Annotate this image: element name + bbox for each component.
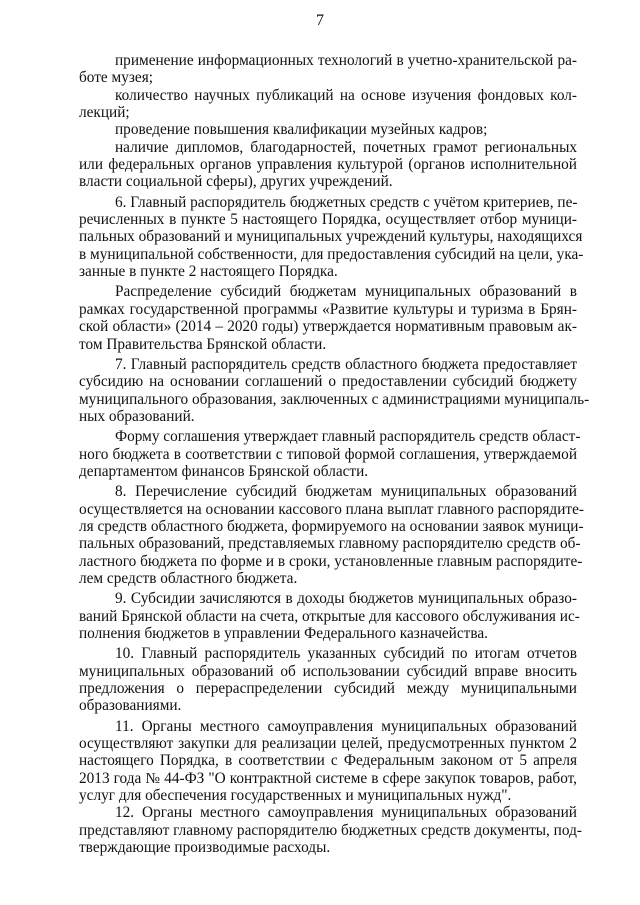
text-line: пальных образований, представляемых главному распорядителю средств об-	[79, 535, 581, 553]
paragraph	[79, 645, 577, 714]
text-line: 11. Органы местного самоуправления муниципальных образований	[115, 717, 577, 735]
text-line: образованиями.	[79, 697, 182, 715]
text-line: или федеральных органов управления культурой (органов исполнительной	[79, 156, 577, 174]
text-line: применение информационных технологий в учетно-хранительской ра-	[115, 52, 577, 69]
document-body	[79, 52, 590, 857]
text-line: Форму соглашения утверждает главный распорядитель средств област-	[115, 428, 581, 446]
paragraph	[79, 804, 582, 857]
text-line: услуг для обеспечения государственных и муниципальных нужд".	[79, 787, 512, 805]
text-line: ля средств областного бюджета, формируемого на основании заявок муници-	[79, 517, 584, 535]
text-line: ного бюджета в соответствии с типовой формой соглашения, утверждаемой	[79, 445, 577, 463]
text-line: ных образований.	[79, 407, 195, 425]
text-line: субсидию на основании соглашений о предоставлении субсидий бюджету	[79, 373, 577, 391]
text-line: проведение повышения квалификации музейных кадров;	[115, 121, 488, 139]
text-line: 12. Органы местного самоуправления муниципальных образований	[115, 804, 577, 822]
paragraph	[79, 483, 584, 587]
text-line: в муниципальной собственности, для предоставления субсидий на цели, ука-	[79, 245, 584, 263]
paragraph	[79, 87, 577, 122]
paragraph	[79, 283, 577, 352]
text-line: ской области» (2014 – 2020 годы) утверждается нормативным правовым ак-	[79, 318, 577, 336]
text-line: департаментом финансов Брянской области.	[79, 462, 369, 480]
text-line: 7. Главный распорядитель средств областного бюджета предоставляет	[115, 355, 577, 373]
paragraph	[79, 121, 577, 138]
text-line: Распределение субсидий бюджетам муниципальных образований в	[115, 283, 577, 301]
text-line: 9. Субсидии зачисляются в доходы бюджетов муниципальных образо-	[115, 590, 577, 608]
text-line: ластного бюджета по форме и в сроки, установленные главным распорядите-	[79, 552, 583, 570]
text-line: боте музея;	[79, 69, 153, 87]
text-line: том Правительства Брянской области.	[79, 335, 327, 353]
text-line: осуществляют закупки для реализации целей, предусмотренных пунктом 2	[79, 735, 577, 753]
text-line: 2013 года № 44-ФЗ "О контрактной системе в сфере закупок товаров, работ,	[79, 769, 577, 787]
text-line: 6. Главный распорядитель бюджетных средств с учётом критериев, пе-	[115, 193, 578, 211]
text-line: 8. Перечисление субсидий бюджетам муниципальных образований	[115, 483, 577, 501]
text-line: настоящего Порядка, в соответствии с Федеральным законом от 5 апреля	[79, 752, 577, 770]
paragraph	[79, 590, 580, 642]
text-line: полнения бюджетов в управлении Федерального казначейства.	[79, 625, 488, 642]
text-line: предложения о перераспределении субсидий между муниципальными	[79, 680, 577, 698]
text-line: представляют главному распорядителю бюджетных средств документы, под-	[79, 821, 582, 839]
text-line: пальных образований и муниципальных учреждений культуры, находящихся	[79, 228, 583, 246]
text-line: количество научных публикаций на основе изучения фондовых кол-	[115, 86, 577, 104]
text-line: муниципального образования, заключенных с администрациями муниципаль-	[79, 390, 590, 408]
text-line: лем средств областного бюджета.	[79, 569, 298, 587]
paragraph	[79, 718, 577, 805]
text-line: речисленных в пункте 5 настоящего Порядка, осуществляет отбор муници-	[79, 211, 577, 229]
paragraph	[79, 355, 590, 425]
paragraph	[79, 193, 584, 281]
text-line: осуществляется на основании кассового плана выплат главного распорядите-	[79, 500, 584, 518]
paragraph	[79, 428, 581, 480]
paragraph	[79, 139, 577, 191]
paragraph	[79, 52, 577, 87]
text-line: тверждающие производимые расходы.	[79, 839, 331, 857]
page-number: 7	[316, 12, 324, 29]
text-line: власти социальной сферы), других учреждений.	[79, 173, 393, 191]
text-line: 10. Главный распорядитель указанных субсидий по итогам отчетов	[115, 645, 577, 663]
text-line: наличие дипломов, благодарностей, почетных грамот региональных	[115, 138, 577, 156]
text-line: занные в пункте 2 настоящего Порядка.	[79, 263, 338, 281]
text-line: рамках государственной программы «Развитие культуры и туризма в Брян-	[79, 300, 577, 318]
text-line: лекций;	[79, 104, 130, 122]
text-line: ваний Брянской области на счета, открытые для кассового обслуживания ис-	[79, 607, 580, 625]
text-line: муниципальных образований об использовании субсидий вправе вносить	[79, 662, 577, 680]
